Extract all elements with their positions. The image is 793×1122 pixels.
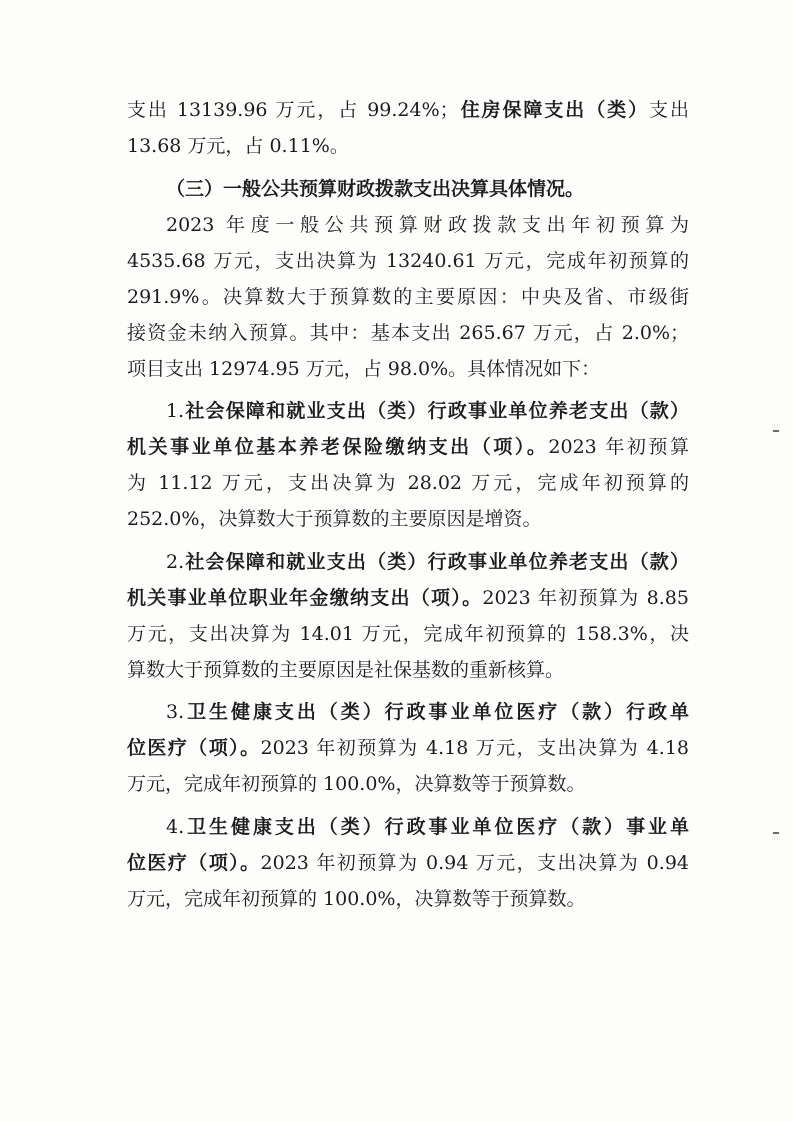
- item-1-line-4: 252.0%，决算数大于预算数的主要原因是增资。: [127, 508, 542, 530]
- item-2-line-3: 万元，支出决算为 14.01 万元，完成年初预算的 158.3%，决: [127, 622, 689, 645]
- scan-mark: [773, 430, 779, 432]
- item-2-line-4: 算数大于预算数的主要原因是社保基数的重新核算。: [127, 658, 565, 681]
- text-line-7: 接资金未纳入预算。其中：基本支出 265.67 万元，占 2.0%；: [127, 321, 689, 344]
- item-1-line-3: 为 11.12 万元，支出决算为 28.02 万元，完成年初预算的: [127, 472, 689, 494]
- scan-mark: [773, 832, 779, 834]
- item-2-line-2: 机关事业单位职业年金缴纳支出（项）。2023 年初预算为 8.85: [127, 586, 689, 609]
- item-2-title-line: 2.社会保障和就业支出（类）行政事业单位养老支出（款）: [166, 550, 689, 573]
- item-4-line-2: 位医疗（项）。2023 年初预算为 0.94 万元，支出决算为 0.94: [127, 851, 689, 874]
- document-body: [127, 92, 689, 917]
- text-line-1: 支出 13139.96 万元，占 99.24%；住房保障支出（类）支出: [127, 99, 689, 121]
- item-1-line-2: 机关事业单位基本养老保险缴纳支出（项）。2023 年初预算: [127, 436, 689, 458]
- text-line-4: 2023 年度一般公共预算财政拨款支出年初预算为: [166, 213, 689, 236]
- text-line-5: 4535.68 万元，支出决算为 13240.61 万元，完成年初预算的: [127, 249, 689, 272]
- item-3-title-line: 3.卫生健康支出（类）行政事业单位医疗（款）行政单: [166, 701, 689, 723]
- text-line-8: 项目支出 12974.95 万元，占 98.0%。具体情况如下：: [127, 357, 601, 380]
- section-heading: （三）一般公共预算财政拨款支出决算具体情况。: [166, 177, 585, 200]
- item-3-line-3: 万元，完成年初预算的 100.0%，决算数等于预算数。: [127, 773, 586, 795]
- item-1-title-line: 1.社会保障和就业支出（类）行政事业单位养老支出（款）: [166, 400, 689, 422]
- text-line-6: 291.9%。决算数大于预算数的主要原因：中央及省、市级街: [127, 285, 689, 308]
- item-4-title-line: 4.卫生健康支出（类）行政事业单位医疗（款）事业单: [166, 815, 689, 838]
- text-line-2: 13.68 万元，占 0.11%。: [127, 135, 349, 157]
- item-4-line-3: 万元，完成年初预算的 100.0%，决算数等于预算数。: [127, 887, 586, 910]
- item-3-line-2: 位医疗（项）。2023 年初预算为 4.18 万元，支出决算为 4.18: [127, 737, 689, 759]
